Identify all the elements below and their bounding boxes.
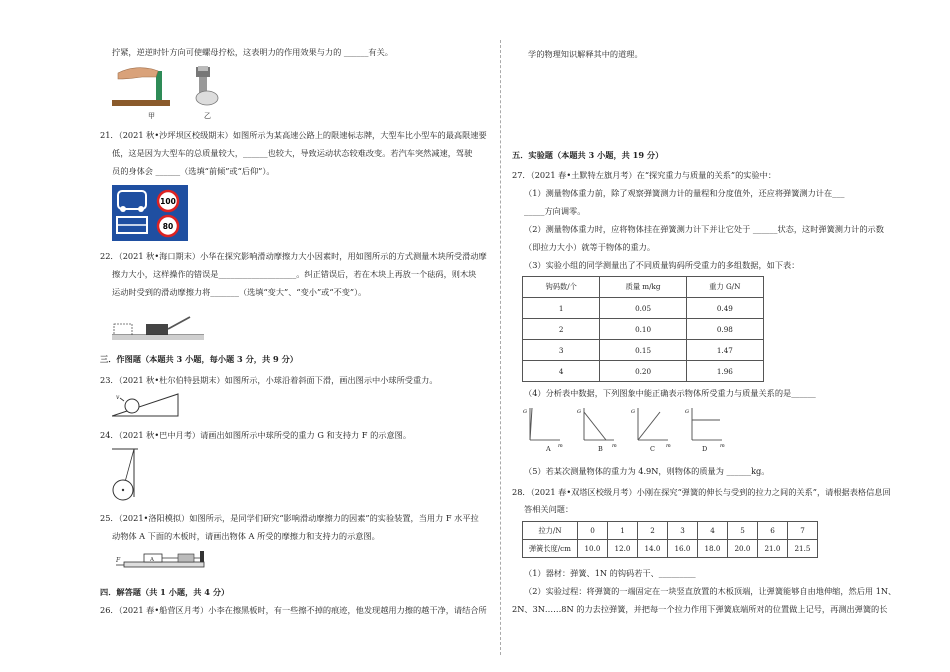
fig25-force-label: F xyxy=(116,557,121,564)
table-cell: 6 xyxy=(758,522,788,540)
graph-c xyxy=(631,408,671,449)
table-cell: 0.10 xyxy=(600,319,686,340)
q28-stem-a: 28．（2021 春•双塔区校级月考）小刚在探究“弹簧的伸长与受到的拉力之间的关系”，请根据表格信息回 xyxy=(512,487,891,497)
fig-label-jia: 甲 xyxy=(148,112,155,120)
graph-c-xlabel: m xyxy=(666,443,671,449)
table-cell: 21.0 xyxy=(758,540,788,558)
graph-b-xlabel: m xyxy=(612,443,617,449)
table-cell: 1.96 xyxy=(686,361,763,382)
q21-line-2: 低，这是因为大型车的总质量较大，______也较大，导致运动状态较难改变。若汽车突然减速，驾驶 xyxy=(112,148,473,158)
table-row xyxy=(523,319,764,340)
table-cell: 4 xyxy=(523,361,600,382)
q28-p1: （1）器材：弹簧、1N 的钩码若干、_________ xyxy=(524,568,696,578)
sign-100: 100 xyxy=(160,197,176,206)
graph-label-b: B xyxy=(598,445,603,453)
section-4-title: 四．解答题（共 1 小题，共 4 分） xyxy=(100,587,230,597)
q27-p1-b: _____方向调零。 xyxy=(524,206,586,216)
q21-line-1: 21．（2021 秋•沙坪坝区校级期末）如图所示为某高速公路上的限速标志牌，大型车比小型车的最高限速要 xyxy=(100,130,487,140)
table-cell: 10.0 xyxy=(578,540,608,558)
q28-p2-a: （2）实验过程：将弹簧的一端固定在一块竖直放置的木板顶端，让弹簧能够自由地伸缩，然后用 1N、 xyxy=(524,586,897,596)
graph-a xyxy=(523,408,563,449)
column-divider xyxy=(500,40,501,655)
graph-label-d: D xyxy=(702,445,708,453)
q26: 26．（2021 春•船营区月考）小李在擦黑板时，有一些擦不掉的痕迹，他发现越用力擦的越干净，请结合所 xyxy=(100,605,487,615)
q28-row2-label: 弹簧长度/cm xyxy=(523,540,578,558)
q27-th-mass: 质量 m/kg xyxy=(600,277,686,298)
graph-d-xlabel: m xyxy=(720,443,725,449)
board-pull-figure xyxy=(116,548,216,572)
fig23-velocity-label: v xyxy=(116,394,120,401)
table-cell: 12.0 xyxy=(608,540,638,558)
graph-a-xlabel: m xyxy=(558,443,563,449)
table-row xyxy=(523,340,764,361)
table-cell: 4 xyxy=(698,522,728,540)
graph-b xyxy=(577,408,617,449)
q22-line-1: 22．（2021 秋•海口期末）小华在探究影响滑动摩擦力大小因素时，用如图所示的方式测量木块所受滑动摩 xyxy=(100,251,487,261)
q25-line-1: 25．（2021•洛阳模拟）如图所示，是同学们研究“影响滑动摩擦力的因素”的实验装置，当用力 F 水平拉 xyxy=(100,513,479,523)
graph-d-ylabel: G xyxy=(685,409,689,415)
table-cell: 21.5 xyxy=(788,540,818,558)
table-cell: 0.98 xyxy=(686,319,763,340)
graph-options xyxy=(520,404,730,450)
table-cell: 16.0 xyxy=(668,540,698,558)
table-cell: 0 xyxy=(578,522,608,540)
q24: 24．（2021 秋•巴中月考）请画出如图所示中球所受的重力 G 和支持力 F 的示意图。 xyxy=(100,430,412,440)
table-cell: 0.49 xyxy=(686,298,763,319)
q28-stem-b: 答相关问题： xyxy=(524,504,574,514)
table-cell: 14.0 xyxy=(638,540,668,558)
table-cell: 0.05 xyxy=(600,298,686,319)
incline-figure xyxy=(112,392,188,418)
graph-c-ylabel: G xyxy=(631,409,635,415)
q23: 23．（2021 秋•杜尔伯特县期末）如图所示，小球沿着斜面下滑，画出图示中小球所受重力。 xyxy=(100,375,438,385)
table-cell: 20.0 xyxy=(728,540,758,558)
graph-d xyxy=(685,408,725,449)
table-row xyxy=(523,361,764,382)
q27-p3: （3）实验小组的同学测量出了不同质量钩码所受重力的多组数据，如下表： xyxy=(524,260,800,270)
graph-label-c: C xyxy=(650,445,655,453)
table-row xyxy=(523,540,818,558)
speed-limit-sign xyxy=(112,185,188,241)
q27-p2-a: （2）测量物体重力时，应将物体挂在弹簧测力计下并让它处于 ______状态，这时弹簧测力计的示数 xyxy=(524,224,884,234)
q27-p1-a: （1）测量物体重力前，除了观察弹簧测力计的量程和分度值外，还应将弹簧测力计在___ xyxy=(524,188,845,198)
q27-th-weight: 重力 G/N xyxy=(686,277,763,298)
q27-p5: （5）若某次测量物体的重力为 4.9N，则物体的质量为 ______kg。 xyxy=(524,466,770,476)
q27-p2-b: （即拉力大小）就等于物体的重力。 xyxy=(524,242,656,252)
fig25-object-label: A xyxy=(150,557,154,563)
table-cell: 2 xyxy=(523,319,600,340)
graph-a-ylabel: G xyxy=(523,409,527,415)
table-cell: 0.20 xyxy=(600,361,686,382)
graph-b-ylabel: G xyxy=(577,409,581,415)
table-cell: 1.47 xyxy=(686,340,763,361)
q28-p2-b: 2N、3N……8N 的力去拉弹簧，并把每一个拉力作用下弹簧底端所对的位置做上记号，再测出弹簧的长 xyxy=(512,604,888,614)
q21-line-3: 员的身体会 ______（选填“前倾”或“后仰”）。 xyxy=(112,166,275,176)
section-3-title: 三．作图题（本题共 3 小题，每小题 3 分，共 9 分） xyxy=(100,354,298,364)
q22-line-2: 擦力大小，这样操作的错误是___________________。纠正错误后，若在木块上再放一个砝码，则木块 xyxy=(112,269,477,279)
q27-table xyxy=(522,276,764,382)
table-cell: 3 xyxy=(668,522,698,540)
right-top-line: 学的物理知识解释其中的道理。 xyxy=(528,49,643,59)
q27-p4: （4）分析表中数据，下列图象中能正确表示物体所受重力与质量关系的是______ xyxy=(524,388,816,398)
table-cell: 1 xyxy=(523,298,600,319)
q25-line-2: 动物体 A 下面的木板时，请画出物体 A 所受的摩擦力和支持力的示意图。 xyxy=(112,531,380,541)
sign-80: 80 xyxy=(162,222,174,231)
table-cell: 2 xyxy=(638,522,668,540)
table-cell: 7 xyxy=(788,522,818,540)
section-5-title: 五．实验题（本题共 3 小题，共 19 分） xyxy=(512,150,664,160)
table-cell: 1 xyxy=(608,522,638,540)
wrench-figure xyxy=(112,63,232,121)
q27-stem: 27．（2021 春•土默特左旗月考）在“探究重力与质量的关系”的实验中： xyxy=(512,170,777,180)
table-row xyxy=(523,298,764,319)
q22-line-3: 运动时受到的滑动摩擦力将_______（选填“变大”、“变小”或“不变”）。 xyxy=(112,287,367,297)
graph-label-a: A xyxy=(546,445,551,453)
table-cell: 0.15 xyxy=(600,340,686,361)
q28-row1-label: 拉力/N xyxy=(523,522,578,540)
q27-th-count: 钩码数/个 xyxy=(523,277,600,298)
table-row xyxy=(523,522,818,540)
table-cell: 5 xyxy=(728,522,758,540)
left-top-line: 拧紧，逆逆时针方向可使螺母拧松，这表明力的作用效果与力的 ______有关。 xyxy=(112,47,393,57)
table-cell: 3 xyxy=(523,340,600,361)
q28-table xyxy=(522,521,818,558)
hanging-ball-figure xyxy=(112,447,152,505)
friction-figure xyxy=(112,314,204,342)
table-cell: 18.0 xyxy=(698,540,728,558)
fig-label-yi: 乙 xyxy=(204,112,211,120)
